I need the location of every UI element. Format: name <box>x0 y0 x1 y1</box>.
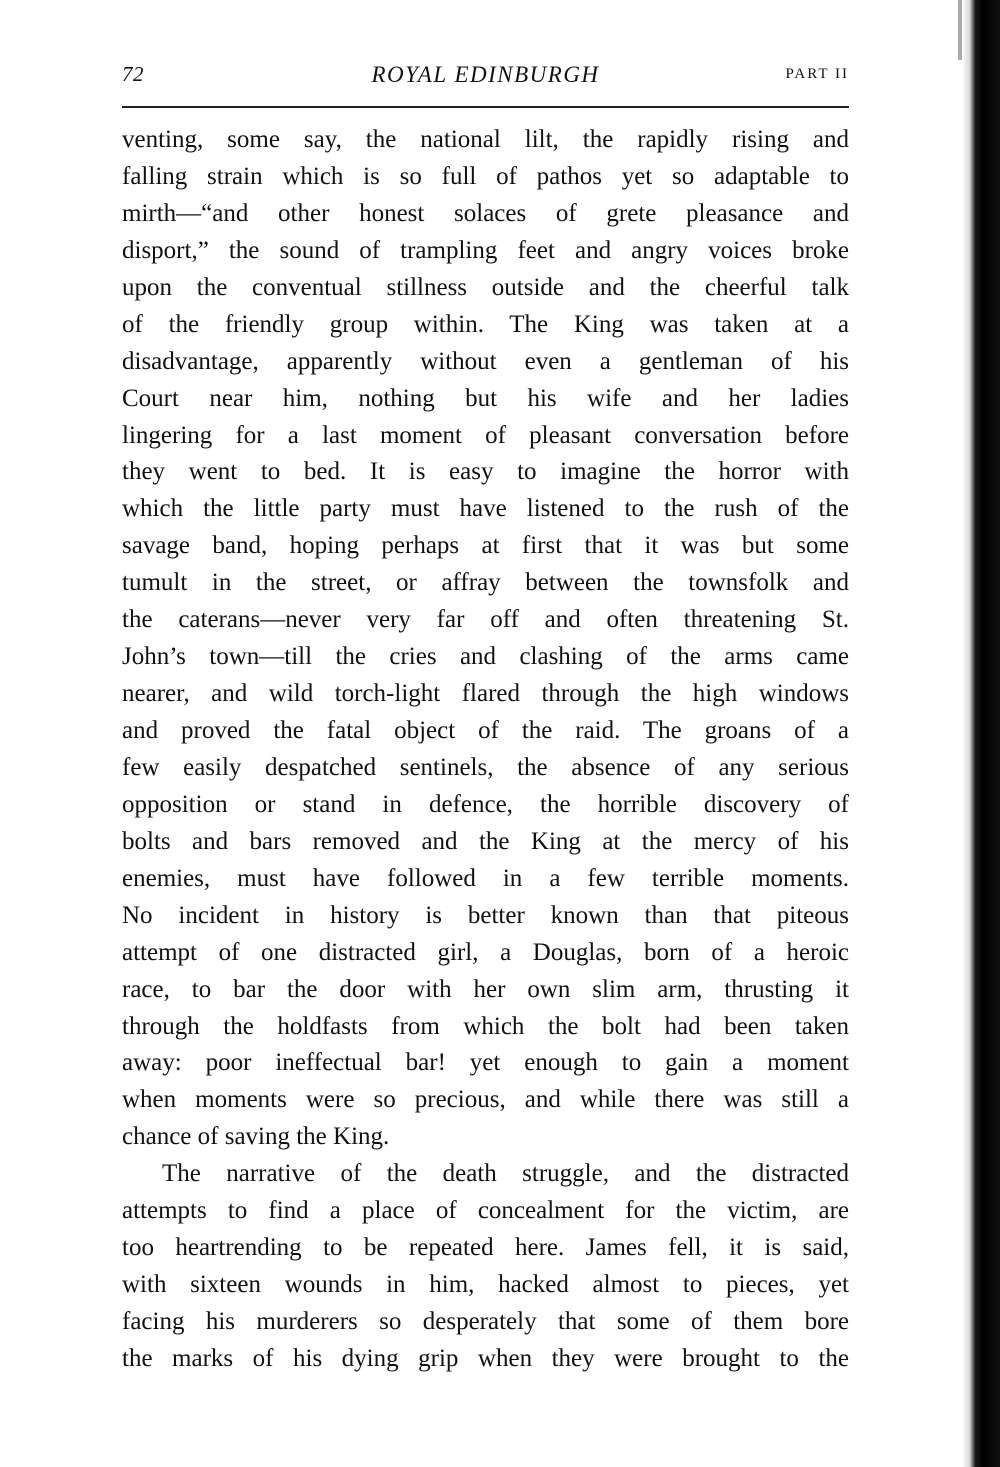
page-header <box>122 62 849 92</box>
text-line: few easily despatched sentinels, the absence of any serious <box>122 753 849 781</box>
paragraph-end-line: chance of saving the King. <box>122 1123 390 1151</box>
text-line: the caterans—never very far off and often threatening St. <box>122 606 849 634</box>
text-line: through the holdfasts from which the bolt had been taken <box>122 1012 849 1040</box>
text-line: disadvantage, apparently without even a gentleman of his <box>122 347 849 375</box>
text-line: John’s town—till the cries and clashing of the arms came <box>122 643 849 671</box>
text-line: which the little party must have listened to the rush of the <box>122 495 849 523</box>
binding-edge <box>962 0 1000 1467</box>
text-line: when moments were so precious, and while there was still a <box>122 1086 849 1114</box>
text-line: away: poor ineffectual bar! yet enough to gain a moment <box>122 1049 849 1077</box>
text-line: they went to bed. It is easy to imagine the horror with <box>122 458 849 486</box>
text-line: bolts and bars removed and the King at the mercy of his <box>122 827 849 855</box>
page-number: 72 <box>122 62 144 86</box>
text-line: No incident in history is better known than that piteous <box>122 901 849 929</box>
text-line: with sixteen wounds in him, hacked almost to pieces, yet <box>122 1271 849 1299</box>
text-line: venting, some say, the national lilt, the rapidly rising and <box>122 126 849 153</box>
text-line: race, to bar the door with her own slim arm, thrusting it <box>122 975 849 1003</box>
running-title: ROYAL EDINBURGH <box>371 62 600 87</box>
text-line: enemies, must have followed in a few terrible moments. <box>122 864 849 892</box>
text-line: savage band, hoping perhaps at first that it was but some <box>122 532 849 560</box>
text-line: the marks of his dying grip when they were brought to the <box>122 1344 849 1372</box>
text-line: attempt of one distracted girl, a Douglas, born of a heroic <box>122 938 849 966</box>
text-line: too heartrending to be repeated here. James fell, it is said, <box>122 1234 849 1262</box>
part-label: PART II <box>785 66 849 82</box>
body-text <box>122 122 849 1378</box>
text-line: attempts to find a place of concealment for the victim, are <box>122 1197 849 1225</box>
text-line: opposition or stand in defence, the horrible discovery of <box>122 790 849 818</box>
text-line: disport,” the sound of trampling feet and angry voices broke <box>122 236 849 264</box>
text-line: of the friendly group within. The King was taken at a <box>122 310 849 338</box>
text-line: facing his murderers so desperately that some of them bore <box>122 1308 849 1335</box>
paragraph-start-line: The narrative of the death struggle, and the distracted <box>162 1160 849 1188</box>
text-line: falling strain which is so full of pathos yet so adaptable to <box>122 162 849 190</box>
text-line: upon the conventual stillness outside and the cheerful talk <box>122 273 849 301</box>
text-line: tumult in the street, or affray between the townsfolk and <box>122 569 849 597</box>
text-line: and proved the fatal object of the raid. The groans of a <box>122 717 849 744</box>
text-line: mirth—“and other honest solaces of grete pleasance and <box>122 199 849 227</box>
text-line: lingering for a last moment of pleasant conversation before <box>122 421 849 449</box>
text-line: nearer, and wild torch-light flared through the high windows <box>122 680 849 708</box>
header-rule <box>122 106 849 108</box>
text-line: Court near him, nothing but his wife and her ladies <box>122 384 849 412</box>
